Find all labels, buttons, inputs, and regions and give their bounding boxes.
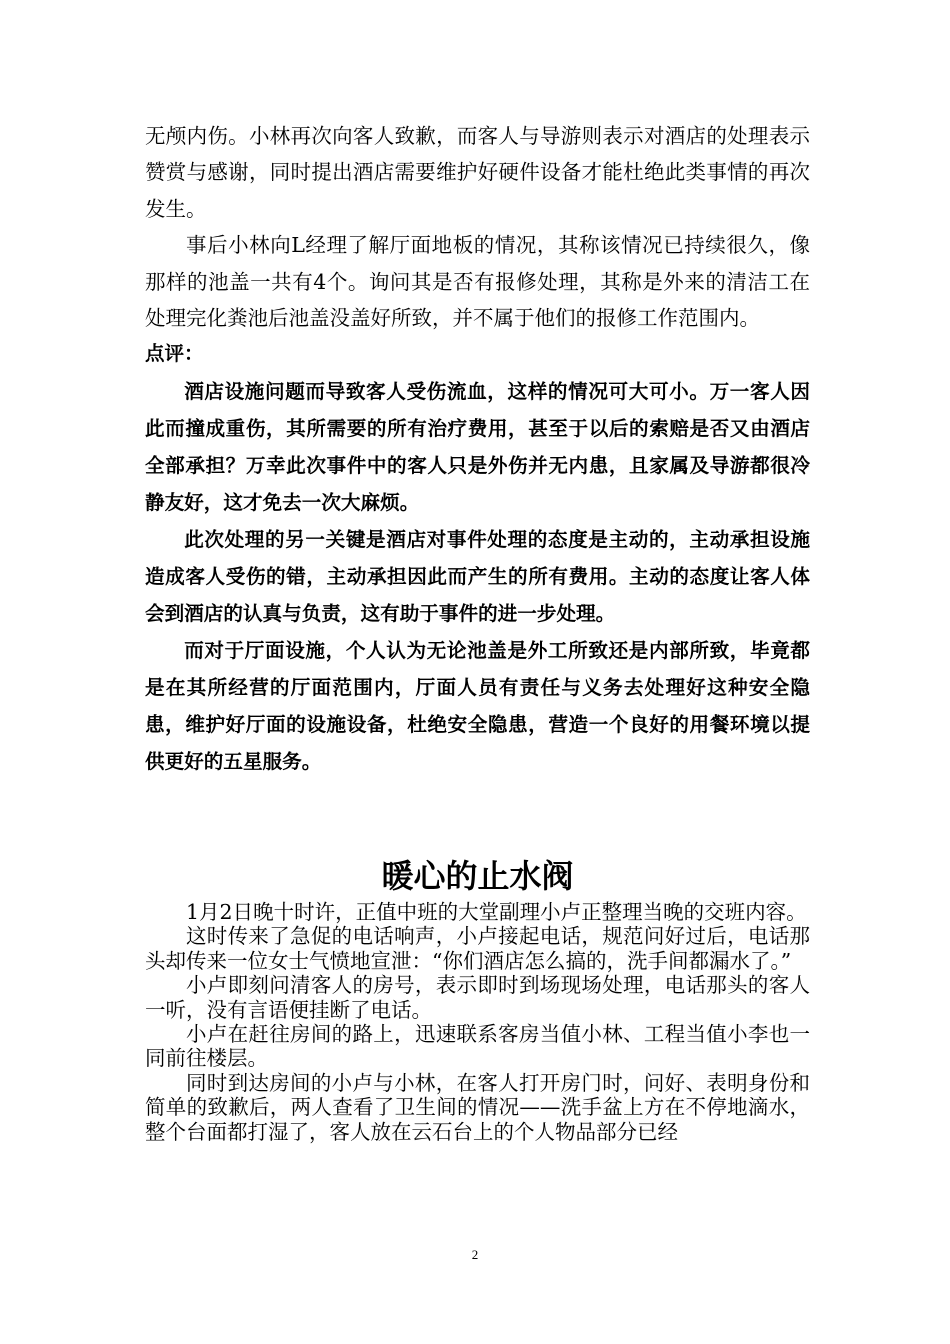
comment-paragraph: 此次处理的另一关键是酒店对事件处理的态度是主动的，主动承担设施造成客人受伤的错，主动承担因此而产生的所有费用。主动的态度让客人体会到酒店的认真与负责，这有助于事件的进一步处理。 bbox=[145, 527, 810, 625]
story1-section bbox=[145, 118, 810, 780]
page-number: 2 bbox=[471, 1247, 479, 1262]
paragraph: 这时传来了急促的电话响声，小卢接起电话，规范问好过后，电话那头却传来一位女士气愤地宣泄：“你们酒店怎么搞的，洗手间都漏水了。” bbox=[145, 924, 810, 973]
paragraph: 无颅内伤。小林再次向客人致歉，而客人与导游则表示对酒店的处理表示赞赏与感谢，同时提出酒店需要维护好硬件设备才能杜绝此类事情的再次发生。 bbox=[145, 124, 810, 221]
paragraph: 事后小林向L经理了解厅面地板的情况，其称该情况已持续很久，像那样的池盖一共有4个。询问其是否有报修处理，其称是外来的清洁工在处理完化粪池后池盖没盖好所致，并不属于他们的报修工作范围内。 bbox=[145, 233, 810, 331]
comment-paragraph: 酒店设施问题而导致客人受伤流血，这样的情况可大可小。万一客人因此而撞成重伤，其所需要的所有治疗费用，甚至于以后的索赔是否又由酒店全部承担？万幸此次事件中的客人只是外伤并无内患，且家属及导游都很冷静友好，这才免去一次大麻烦。 bbox=[145, 379, 810, 514]
story2-section bbox=[145, 900, 810, 1144]
paragraph: 小卢即刻问清客人的房号，表示即时到场现场处理，电话那头的客人一听，没有言语便挂断了电话。 bbox=[145, 973, 810, 1022]
comment-label: 点评： bbox=[145, 342, 204, 366]
section-title: 暖心的止水阀 bbox=[381, 857, 574, 895]
comment-paragraph: 而对于厅面设施，个人认为无论池盖是外工所致还是内部所致，毕竟都是在其所经营的厅面范围内，厅面人员有责任与义务去处理好这种安全隐患，维护好厅面的设施设备，杜绝安全隐患，营造一个良好的用餐环境以提供更好的五星服务。 bbox=[145, 638, 810, 773]
paragraph: 同时到达房间的小卢与小林，在客人打开房门时，问好、表明身份和简单的致歉后，两人查看了卫生间的情况——洗手盆上方在不停地滴水，整个台面都打湿了，客人放在云石台上的个人物品部分已经 bbox=[145, 1070, 810, 1144]
paragraph: 小卢在赶往房间的路上，迅速联系客房当值小林、工程当值小李也一同前往楼层。 bbox=[145, 1022, 810, 1071]
paragraph: 1月2日晚十时许，正值中班的大堂副理小卢正整理当晚的交班内容。 bbox=[186, 900, 807, 924]
